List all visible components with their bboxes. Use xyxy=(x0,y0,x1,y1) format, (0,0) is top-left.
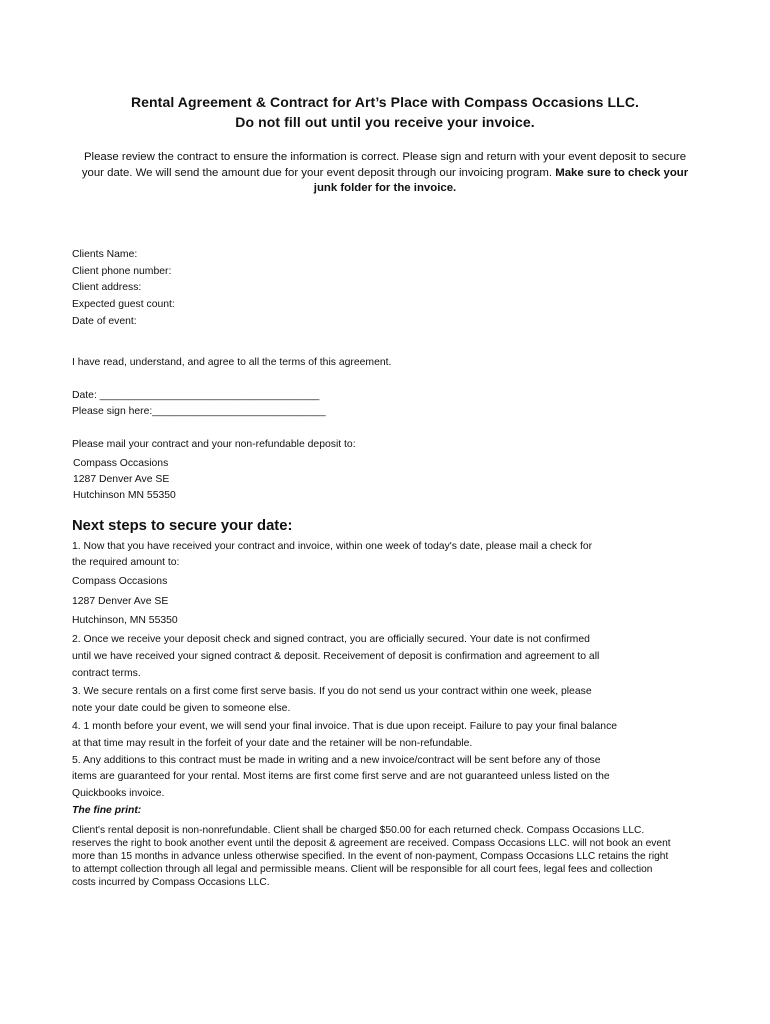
step-line: 5. Any additions to this contract must be made in writing and a new invoice/contract will be sent before any of those xyxy=(72,755,601,766)
step-line: 3. We secure rentals on a first come first serve basis. If you do not send us your contract within one week, please xyxy=(72,686,592,697)
intro-paragraph xyxy=(80,150,690,197)
step-line: note your date could be given to someone else. xyxy=(72,703,291,714)
intro-text: Please review the contract to ensure the information is correct. Please sign and return with your event deposit to secure your date. We will send the amount due for your event deposit through our invoicing program. xyxy=(81,151,687,179)
intro-bold-note: Make sure to check your junk folder for the invoice. xyxy=(313,166,689,194)
step-line: 2. Once we receive your deposit check and signed contract, you are officially secured. Your date is not confirmed xyxy=(72,634,590,645)
document-title: Rental Agreement & Contract for Art’s Place with Compass Occasions LLC. xyxy=(130,94,640,110)
step-line: 1287 Denver Ave SE xyxy=(72,596,169,607)
step-line: Compass Occasions xyxy=(72,576,168,587)
fine-print-heading: The fine print: xyxy=(72,805,142,816)
mail-address-line: 1287 Denver Ave SE xyxy=(73,474,170,485)
step-line: contract terms. xyxy=(72,668,141,679)
step-line: 4. 1 month before your event, we will send your final invoice. That is due upon receipt. Failure to pay your final balance xyxy=(72,721,618,732)
step-line: items are guaranteed for your rental. Most items are first come first serve and are not guaranteed unless listed on the xyxy=(72,771,610,782)
field-client-phone: Client phone number: xyxy=(72,266,172,277)
field-clients-name: Clients Name: xyxy=(72,249,138,260)
date-line: Date: ______________________________________ xyxy=(72,390,320,401)
mail-instruction: Please mail your contract and your non-refundable deposit to: xyxy=(72,439,356,450)
step-line: 1. Now that you have received your contract and invoice, within one week of today's date, please mail a check for xyxy=(72,541,593,552)
signature-line: Please sign here:______________________________ xyxy=(72,406,326,417)
mail-address-line: Hutchinson MN 55350 xyxy=(73,490,176,501)
mail-address-line: Compass Occasions xyxy=(73,458,169,469)
step-line: the required amount to: xyxy=(72,557,180,568)
step-line: Hutchinson, MN 55350 xyxy=(72,615,178,626)
field-client-address: Client address: xyxy=(72,282,142,293)
field-guest-count: Expected guest count: xyxy=(72,299,175,310)
next-steps-heading: Next steps to secure your date: xyxy=(72,518,293,534)
field-event-date: Date of event: xyxy=(72,316,137,327)
agreement-statement: I have read, understand, and agree to all the terms of this agreement. xyxy=(72,357,392,368)
step-line: until we have received your signed contract & deposit. Receivement of deposit is confirmation and agreement to all xyxy=(72,651,600,662)
step-line: at that time may result in the forfeit of your date and the retainer will be non-refundable. xyxy=(72,738,473,749)
step-line: Quickbooks invoice. xyxy=(72,788,165,799)
document-subtitle: Do not fill out until you receive your invoice. xyxy=(235,114,535,130)
fine-print-text: Client's rental deposit is non-nonrefundable. Client shall be charged $50.00 for each returned check. Compass Occasions LLC. reserves the right to book another event until the deposit & agreement are received. Compass Occasions LLC. will not book an event more than 15 months in advance unless otherwise specified. In the event of non-payment, Compass Occasions LLC retains the right to attempt collection through all legal and permissible means. Client will be responsible for all court fees, legal fees and collection costs incurred by Compass Occasions LLC. xyxy=(72,825,671,888)
